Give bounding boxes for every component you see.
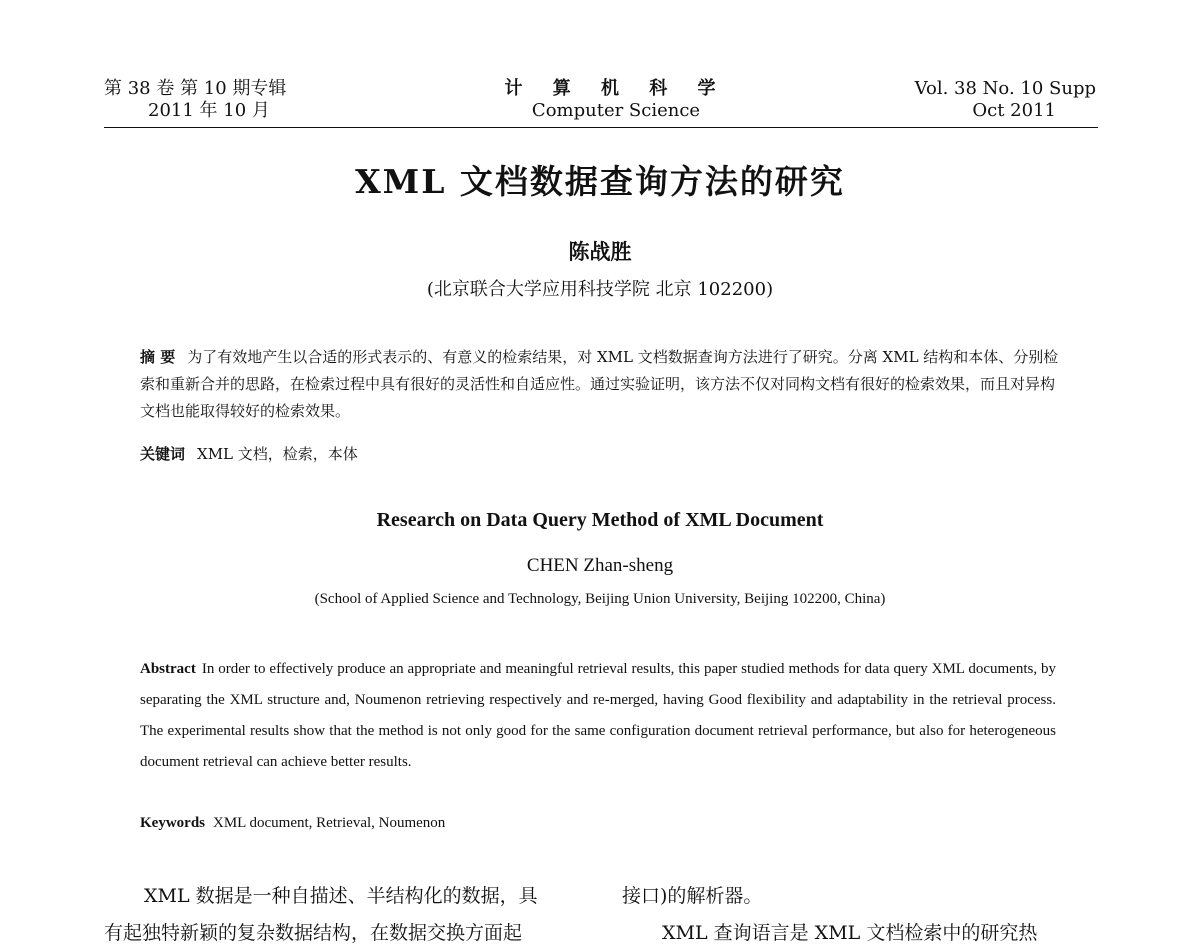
body-column-right bbox=[622, 878, 1102, 952]
publication-date-en: Oct 2011 bbox=[972, 100, 1056, 121]
paper-title-en: Research on Data Query Method of XML Document bbox=[376, 509, 824, 531]
keywords-cn bbox=[140, 443, 358, 464]
body-column-left bbox=[104, 878, 586, 952]
header-rule bbox=[104, 127, 1098, 128]
keywords-en bbox=[140, 815, 445, 832]
keywords-en-text: XML document, Retrieval, Noumenon bbox=[213, 815, 446, 831]
affiliation-cn: (北京联合大学应用科技学院 北京 102200) bbox=[426, 279, 774, 300]
paper-title-cn: XML 文档数据查询方法的研究 bbox=[355, 162, 845, 201]
abstract-cn bbox=[140, 344, 1060, 425]
journal-name-en: Computer Science bbox=[531, 100, 701, 121]
abstract-cn-text: 为了有效地产生以合适的形式表示的、有意义的检索结果，对 XML 文档数据查询方法进行了研究。分离 XML 结构和本体、分别检索和重新合并的思路，在检索过程中具有很好的灵活性和自适应性。通过实验证明，该方法不仅对同构文档有很好的检索效果，而且对异构文档也能取得较好的检索效果。 bbox=[140, 348, 1059, 420]
abstract-en-label: Abstract bbox=[140, 661, 196, 677]
body-paragraph-line: 有起独特新颖的复杂数据结构，在数据交换方面起 bbox=[104, 922, 523, 944]
publication-date-cn: 2011 年 10 月 bbox=[148, 100, 270, 121]
author-en: CHEN Zhan-sheng bbox=[526, 555, 674, 576]
volume-issue: 第 38 卷 第 10 期专辑 bbox=[104, 78, 287, 99]
abstract-en bbox=[140, 654, 1056, 778]
abstract-cn-label: 摘 要 bbox=[140, 348, 176, 366]
body-paragraph-line: 接口)的解析器。 bbox=[622, 885, 763, 907]
body-paragraph-line: XML 数据是一种自描述、半结构化的数据，具 bbox=[144, 885, 538, 907]
journal-name-cn: 计 算 机 科 学 bbox=[504, 78, 728, 99]
author-cn: 陈战胜 bbox=[568, 239, 632, 264]
affiliation-en: (School of Applied Science and Technology, Beijing Union University, Beijing 102200, China) bbox=[314, 591, 886, 607]
body-paragraph-line: XML 查询语言是 XML 文档检索中的研究热 bbox=[662, 922, 1038, 944]
volume-issue-en: Vol. 38 No. 10 Supp bbox=[914, 78, 1096, 99]
abstract-en-text: In order to effectively produce an appropriate and meaningful retrieval results, this paper studied methods for data query XML documents, by separating the XML structure and, Noumenon retrieving respectively and re-merged, having Good flexibility and adaptability in the retrieval process. The experimental results show that the method is not only good for the same configuration document retrieval performance, but also for heterogeneous document retrieval can achieve better results. bbox=[140, 661, 1056, 770]
journal-volume-en bbox=[915, 78, 1096, 122]
keywords-cn-label: 关键词 bbox=[140, 445, 186, 463]
keywords-en-label: Keywords bbox=[140, 815, 205, 831]
keywords-cn-text: XML 文档，检索，本体 bbox=[197, 445, 358, 463]
